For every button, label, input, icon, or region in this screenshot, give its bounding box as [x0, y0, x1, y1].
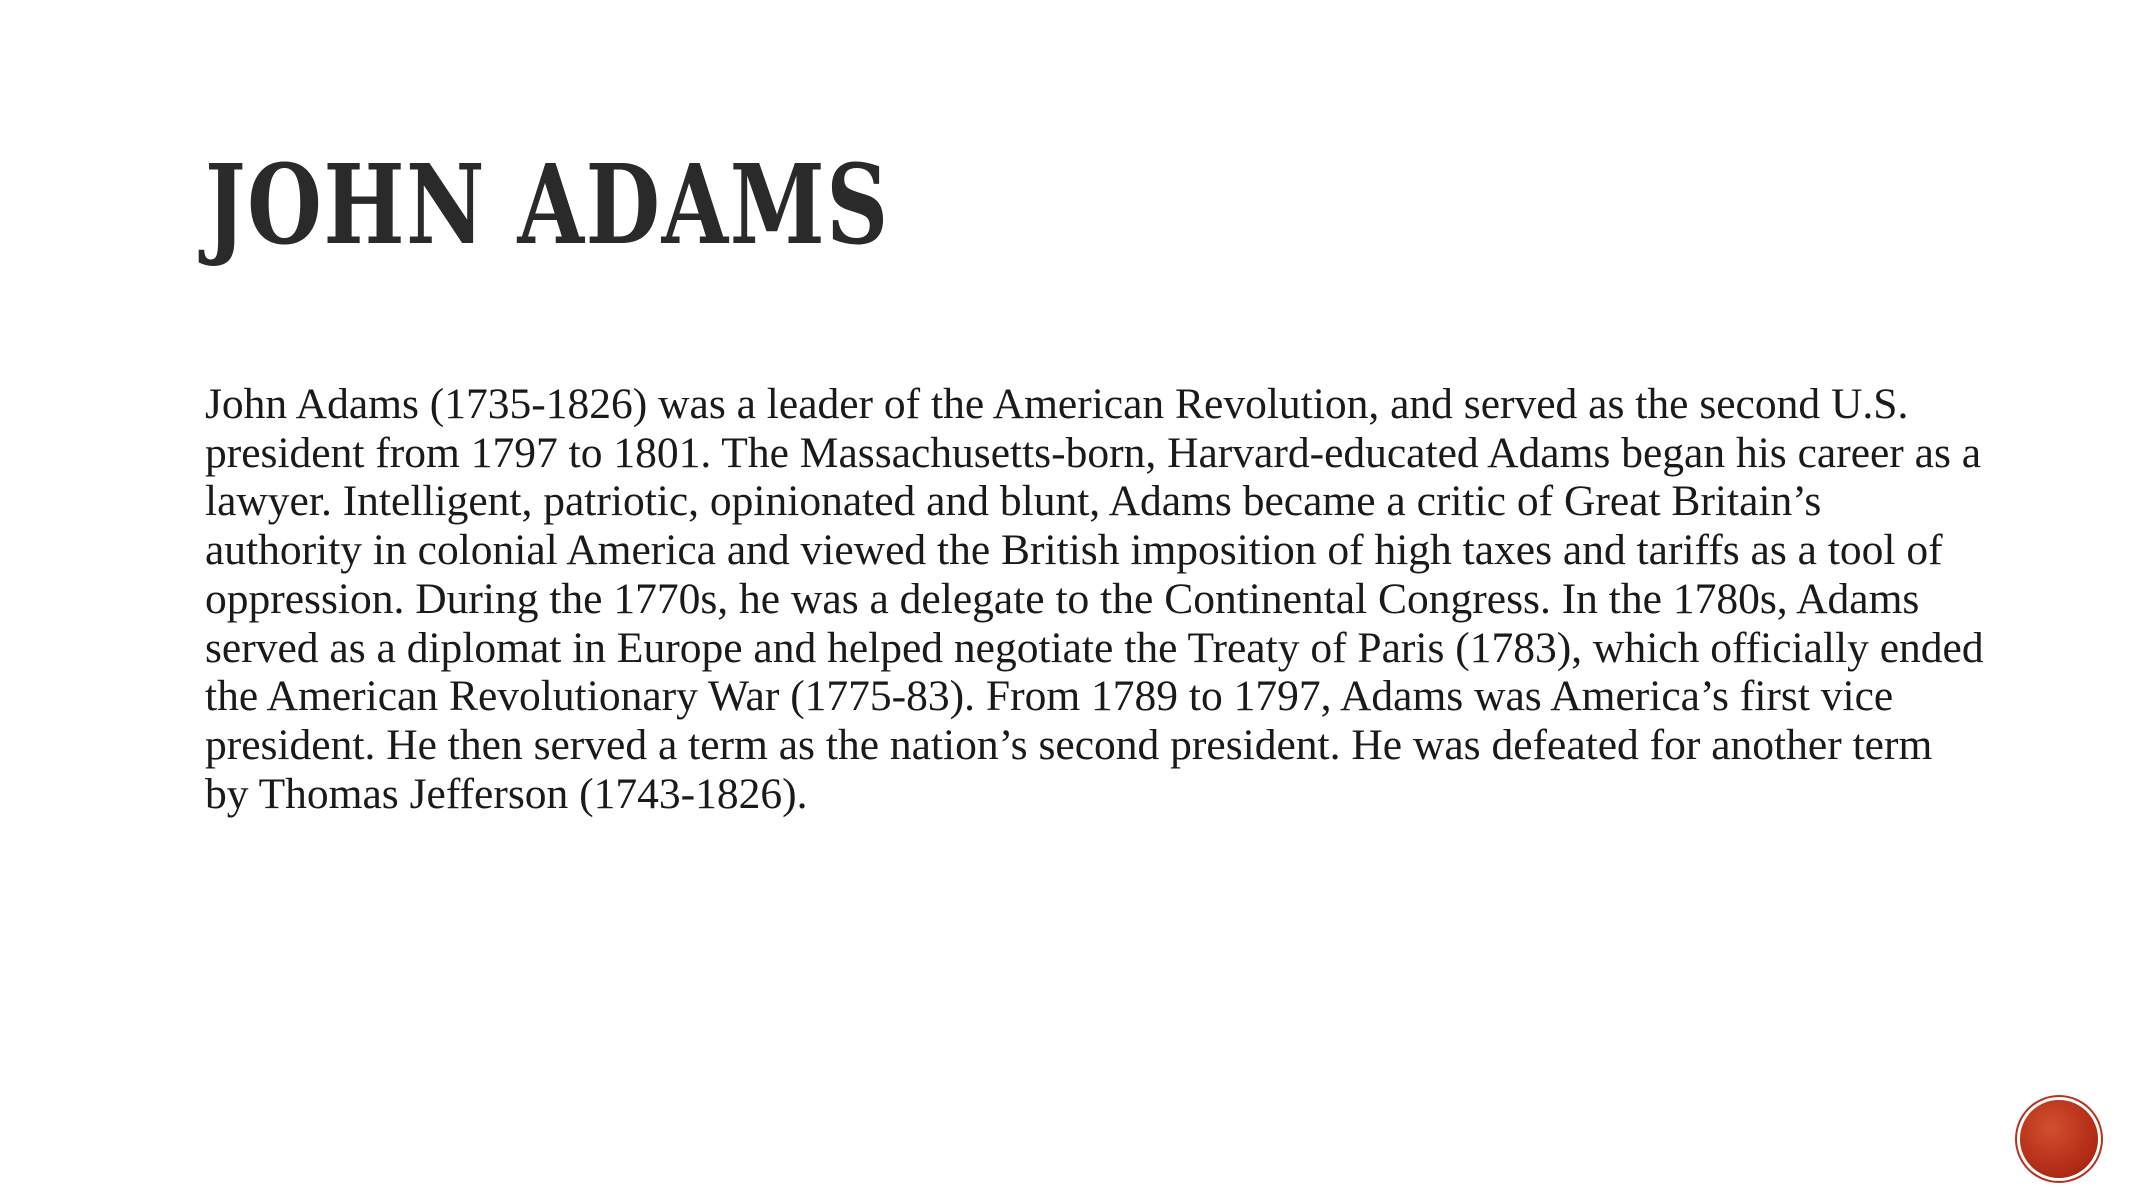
slide-body-text: John Adams (1735-1826) was a leader of the American Revolution, and served as the second U.S. president from 1797 to 1801. The Massachusetts-born, Harvard-educated Adams began his career as a lawyer. Intelligent, patriotic, opinionated and blunt, Adams became a critic of Great Britain’s authority in colonial America and viewed the British imposition of high taxes and tariffs as a tool of oppression. During the 1770s, he was a delegate to the Continental Congress. In the 1780s, Adams served as a diplomat in Europe and helped negotiate the Treaty of Paris (1783), which officially ended the American Revolutionary War (1775-83). From 1789 to 1797, Adams was America’s first vice president. He then served a term as the nation’s second president. He was defeated for another term by Thomas Jefferson (1743-1826). — [205, 380, 1984, 818]
slide-number-badge — [2020, 1100, 2098, 1178]
slide-title: JOHN ADAMS — [205, 140, 890, 269]
